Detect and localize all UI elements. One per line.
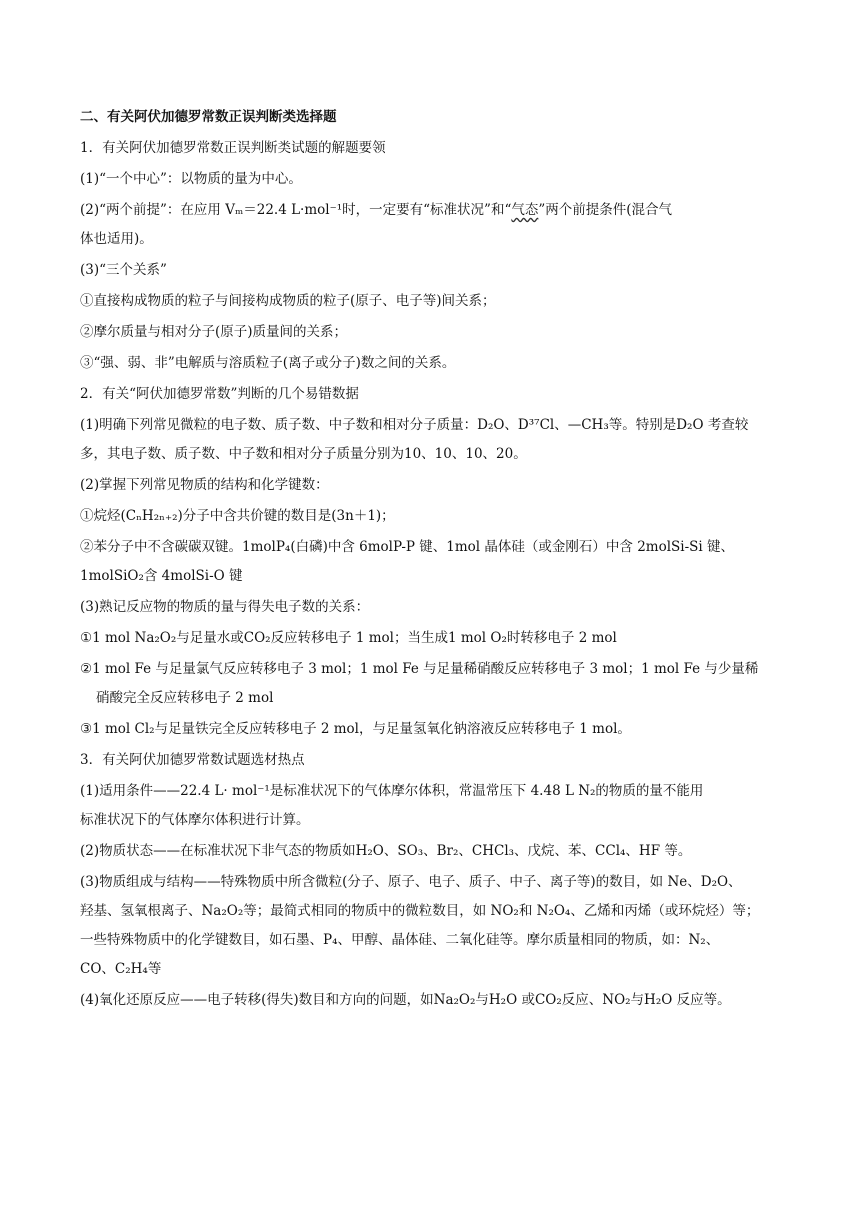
paragraph-line: (4)氧化还原反应——电子转移(得失)数目和方向的问题，如Na₂O₂与H₂O 或CO₂反应、NO₂与H₂O 反应等。 [80,992,731,1008]
paragraph-line: 一些特殊物质中的化学键数目，如石墨、P₄、甲醇、晶体硅、二氧化硅等。摩尔质量相同的物质，如：N₂、 [80,932,720,948]
paragraph-line [80,200,785,220]
paragraph-line: 羟基、氢氧根离子、Na₂O₂等；最简式相同的物质中的微粒数目，如 NO₂和 N₂O₄、乙烯和丙烯（或环烷烃）等； [80,903,760,919]
paragraph-line: 多，其电子数、质子数、中子数和相对分子质量分别为10、10、10、20。 [80,446,527,462]
list-item-continuation: 1molSiO₂含 4molSi-O 键 [80,568,243,584]
list-item: ①直接构成物质的粒子与间接构成物质的粒子(原子、电子等)间关系； [80,293,496,309]
paragraph-line: (2)掌握下列常见物质的结构和化学键数： [80,477,329,493]
paragraph-line: (1)适用条件——22.4 L· mol⁻¹是标准状况下的气体摩尔体积，常温常压下 4.48 L N₂的物质的量不能用 [80,783,704,799]
paragraph-line: (3)熟记反应物的物质的量与得失电子数的关系： [80,599,370,615]
emphasized-text: 气态 [511,202,539,218]
text-run: ”两个前提条件(混合气 [538,202,673,218]
paragraph-line: (1)“一个中心”：以物质的量为中心。 [80,171,302,187]
paragraph-line: 体也适用)。 [80,231,153,247]
text-run: (2)“两个前提”：在应用 Vₘ＝22.4 L·mol⁻¹时，一定要有“标准状况”和“ [80,202,512,218]
subsection-title-2: 2．有关“阿伏加德罗常数”判断的几个易错数据 [80,386,359,402]
list-item: ①1 mol Na₂O₂与足量水或CO₂反应转移电子 1 mol；当生成1 mol O₂时转移电子 2 mol [80,630,617,646]
paragraph-line: (3)“三个关系” [80,262,167,278]
list-item: ②摩尔质量与相对分子(原子)质量间的关系； [80,324,348,340]
list-item: ③1 mol Cl₂与足量铁完全反应转移电子 2 mol，与足量氢氧化钠溶液反应转移电子 1 mol。 [80,721,631,737]
list-item: ①烷烃(CₙH₂ₙ₊₂)分子中含共价键的数目是(3n＋1)； [80,508,395,524]
list-item: ②苯分子中不含碳碳双键。1molP₄(白磷)中含 6molP-P 键、1mol 晶体硅（或金刚石）中含 2molSi-Si 键、 [80,539,735,555]
paragraph-line: 标准状况下的气体摩尔体积进行计算。 [80,812,310,828]
paragraph-line: CO、C₂H₄等 [80,961,162,977]
list-item-continuation: 硝酸完全反应转移电子 2 mol [96,690,274,706]
section-heading: 二、有关阿伏加德罗常数正误判断类选择题 [80,109,337,125]
paragraph-line: (3)物质组成与结构——特殊物质中所含微粒(分子、原子、电子、质子、中子、离子等)的数目，如 Ne、D₂O、 [80,874,742,890]
paragraph-line: (2)物质状态——在标准状况下非气态的物质如H₂O、SO₃、Br₂、CHCl₃、戊烷、苯、CCl₄、HF 等。 [80,843,692,859]
paragraph-line: (1)明确下列常见微粒的电子数、质子数、中子数和相对分子质量：D₂O、D³⁷Cl、—CH₃等。特别是D₂O 考查较 [80,417,749,433]
list-item: ②1 mol Fe 与足量氯气反应转移电子 3 mol；1 mol Fe 与足量稀硝酸反应转移电子 3 mol；1 mol Fe 与少量稀 [80,661,759,677]
document-body [80,107,785,1021]
subsection-title-3: 3．有关阿伏加德罗常数试题选材热点 [80,752,305,768]
list-item: ③“强、弱、非”电解质与溶质粒子(离子或分子)数之间的关系。 [80,355,456,371]
subsection-title-1: 1．有关阿伏加德罗常数正误判断类试题的解题要领 [80,140,386,156]
